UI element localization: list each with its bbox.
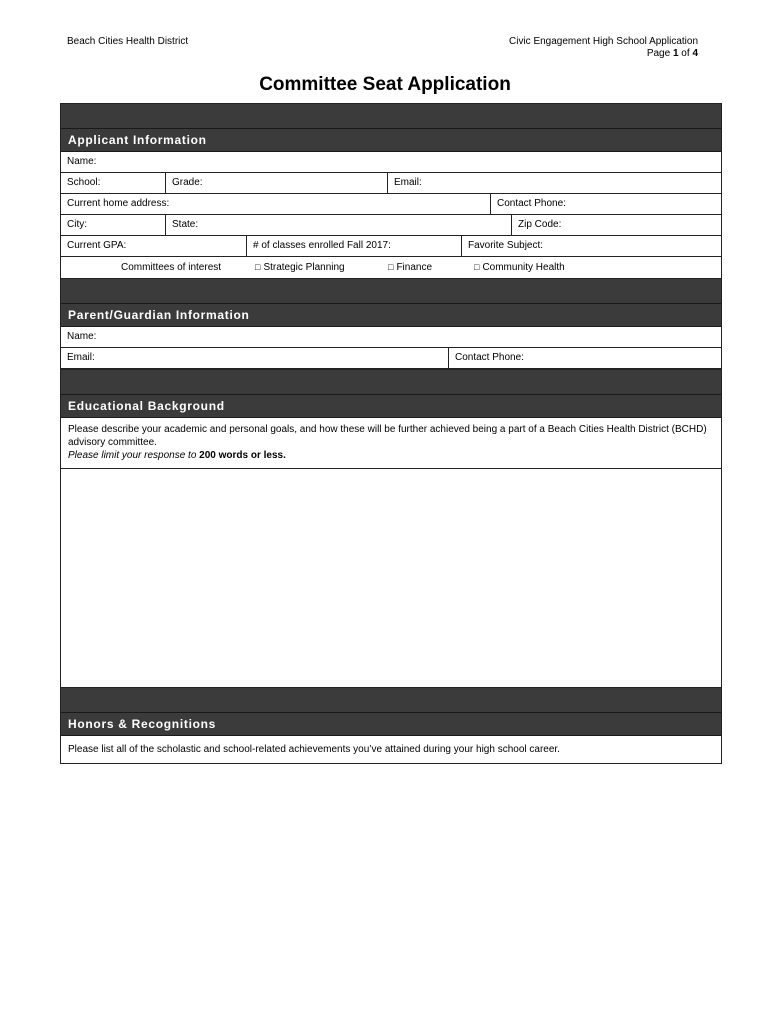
page-number: 1 bbox=[672, 48, 679, 59]
applicant-email-field[interactable]: Email: bbox=[387, 173, 721, 193]
option-label: Community Health bbox=[482, 262, 565, 273]
section-spacer bbox=[61, 369, 721, 395]
guardian-name-row bbox=[61, 327, 721, 348]
option-finance[interactable] bbox=[388, 257, 432, 278]
applicant-section-heading: Applicant Information bbox=[61, 129, 721, 152]
word-limit-value: 200 words or less. bbox=[199, 450, 286, 461]
page-total: 4 bbox=[692, 48, 698, 59]
guardian-email-field[interactable]: Email: bbox=[67, 352, 95, 363]
committees-row bbox=[61, 257, 721, 279]
option-strategic-planning[interactable] bbox=[255, 257, 345, 278]
page-title: Committee Seat Application bbox=[259, 74, 511, 95]
home-address-field[interactable]: Current home address: bbox=[67, 198, 170, 209]
education-prompt bbox=[61, 418, 721, 469]
section-spacer bbox=[61, 688, 721, 713]
classes-enrolled-field[interactable]: # of classes enrolled Fall 2017: bbox=[246, 236, 461, 256]
education-prompt-text: Please describe your academic and personal goals, and how these will be further achieved being a part of a Beach Cities Health District (BCHD) advisory committee. bbox=[68, 424, 707, 448]
gpa-row bbox=[61, 236, 721, 257]
page-prefix: Page bbox=[646, 48, 673, 59]
honors-prompt: Please list all of the scholastic and school-related achievements you’ve attained during your high school career. bbox=[68, 744, 560, 755]
city-field[interactable]: City: bbox=[67, 219, 87, 230]
document-name: Civic Engagement High School Application bbox=[509, 36, 698, 47]
honors-section-heading: Honors & Recognitions bbox=[61, 713, 721, 736]
guardian-section-heading: Parent/Guardian Information bbox=[61, 304, 721, 327]
checkbox-icon[interactable]: □ bbox=[474, 262, 480, 272]
school-field[interactable]: School: bbox=[67, 177, 101, 188]
guardian-phone-field[interactable]: Contact Phone: bbox=[448, 348, 721, 368]
school-row bbox=[61, 173, 721, 194]
education-section-heading: Educational Background bbox=[61, 395, 721, 418]
favorite-subject-field[interactable]: Favorite Subject: bbox=[461, 236, 721, 256]
option-community-health[interactable] bbox=[474, 257, 565, 278]
zip-code-field[interactable]: Zip Code: bbox=[511, 215, 721, 235]
guardian-name-field[interactable]: Name: bbox=[67, 331, 97, 342]
gpa-field[interactable]: Current GPA: bbox=[67, 240, 127, 251]
checkbox-icon[interactable]: □ bbox=[255, 262, 261, 272]
word-limit-note bbox=[68, 449, 714, 462]
address-row bbox=[61, 194, 721, 215]
applicant-name-field[interactable]: Name: bbox=[67, 156, 97, 167]
grade-field[interactable]: Grade: bbox=[165, 173, 387, 193]
education-response-area[interactable] bbox=[61, 469, 721, 688]
page-indicator bbox=[509, 48, 698, 60]
option-label: Finance bbox=[396, 262, 433, 273]
state-field[interactable]: State: bbox=[165, 215, 511, 235]
applicant-phone-field[interactable]: Contact Phone: bbox=[490, 194, 721, 214]
page-of: of bbox=[678, 48, 693, 59]
application-form bbox=[60, 103, 722, 764]
applicant-name-row bbox=[61, 152, 721, 173]
org-name: Beach Cities Health District bbox=[67, 36, 189, 47]
city-row bbox=[61, 215, 721, 236]
option-label: Strategic Planning bbox=[263, 262, 345, 273]
guardian-email-row bbox=[61, 348, 721, 369]
section-spacer bbox=[61, 104, 721, 129]
checkbox-icon[interactable]: □ bbox=[388, 262, 394, 272]
document-header bbox=[509, 36, 698, 60]
section-spacer bbox=[61, 279, 721, 304]
committees-label: Committees of interest bbox=[121, 262, 222, 273]
word-limit-prefix: Please limit your response to bbox=[68, 450, 200, 461]
